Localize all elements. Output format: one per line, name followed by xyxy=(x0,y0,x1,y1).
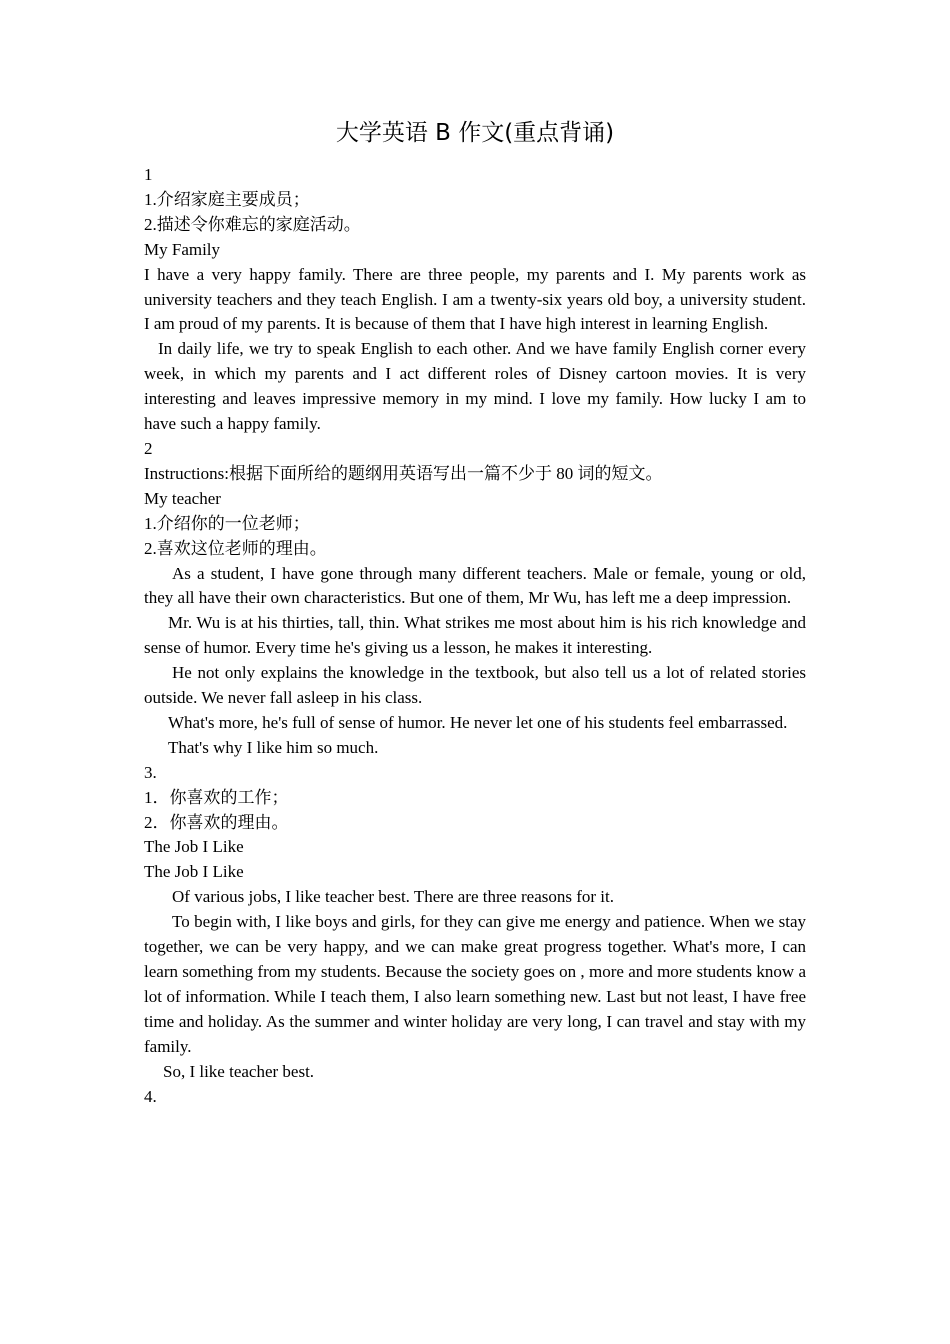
essay-paragraph: What's more, he's full of sense of humor. He never let one of his students feel embarrassed. xyxy=(168,712,788,732)
prompt-item: 1．你喜欢的工作； xyxy=(144,787,289,807)
prompt-item: 1.介绍家庭主要成员； xyxy=(144,189,310,209)
essay-2 xyxy=(144,437,806,761)
essay-paragraph: Mr. Wu is at his thirties, tall, thin. What strikes me most about him is his rich knowledge and sense of humor. Every time he's giving us a lesson, he makes it interesting. xyxy=(144,613,806,658)
essay-paragraph: In daily life, we try to speak English to each other. And we have family English corner every week, in which my parents and I act different roles of Disney cartoon movies. It is very interesting and leaves impressive memory in my mind. I love my family. How lucky I am to have such a happy family. xyxy=(144,339,806,434)
prompt-item: 1.介绍你的一位老师； xyxy=(144,513,310,533)
essay-paragraph: So, I like teacher best. xyxy=(163,1061,315,1081)
essay-paragraph: That's why I like him so much. xyxy=(168,737,379,757)
document-body xyxy=(144,163,806,1109)
prompt-item: 2.喜欢这位老师的理由。 xyxy=(144,538,327,558)
essay-1 xyxy=(144,163,806,437)
essay-heading: The Job I Like xyxy=(144,837,244,857)
essay-number: 1 xyxy=(144,165,153,184)
essay-number: 3. xyxy=(144,762,157,782)
essay-heading: My teacher xyxy=(144,488,221,508)
essay-number: 4. xyxy=(144,1086,157,1106)
document-title: 大学英语 B 作文(重点背诵) xyxy=(335,120,615,146)
essay-paragraph: To begin with, I like boys and girls, for they can give me energy and patience. When we stay together, we can be very happy, and we can make great progress together. What's more, I can learn something from my students. Because the society goes on , more and more students know a lot of information. While I teach them, I also learn something new. Last but not least, I have free time and holiday. As the summer and winter holiday are very long, I can travel and stay with my family. xyxy=(144,912,806,1056)
essay-paragraph: I have a very happy family. There are three people, my parents and I. My parents work as university teachers and they teach English. I am a twenty-six years old boy, a university student. I am proud of my parents. It is because of them that I have high interest in learning English. xyxy=(144,264,806,334)
prompt-item: 2.描述令你难忘的家庭活动。 xyxy=(144,214,361,234)
essay-4 xyxy=(144,1085,806,1110)
essay-3 xyxy=(144,761,806,1085)
prompt-item: 2．你喜欢的理由。 xyxy=(144,812,289,832)
essay-heading: My Family xyxy=(144,239,221,259)
essay-heading: The Job I Like xyxy=(144,862,244,882)
essay-paragraph: Of various jobs, I like teacher best. There are three reasons for it. xyxy=(172,887,614,907)
essay-number: 2 xyxy=(144,438,153,458)
essay-paragraph: He not only explains the knowledge in the textbook, but also tell us a lot of related stories outside. We never fall asleep in his class. xyxy=(144,663,806,708)
essay-instructions: Instructions:根据下面所给的题纲用英语写出一篇不少于 80 词的短文。 xyxy=(144,463,663,483)
essay-paragraph: As a student, I have gone through many different teachers. Male or female, young or old, they all have their own characteristics. But one of them, Mr Wu, has left me a deep impression. xyxy=(144,563,806,608)
